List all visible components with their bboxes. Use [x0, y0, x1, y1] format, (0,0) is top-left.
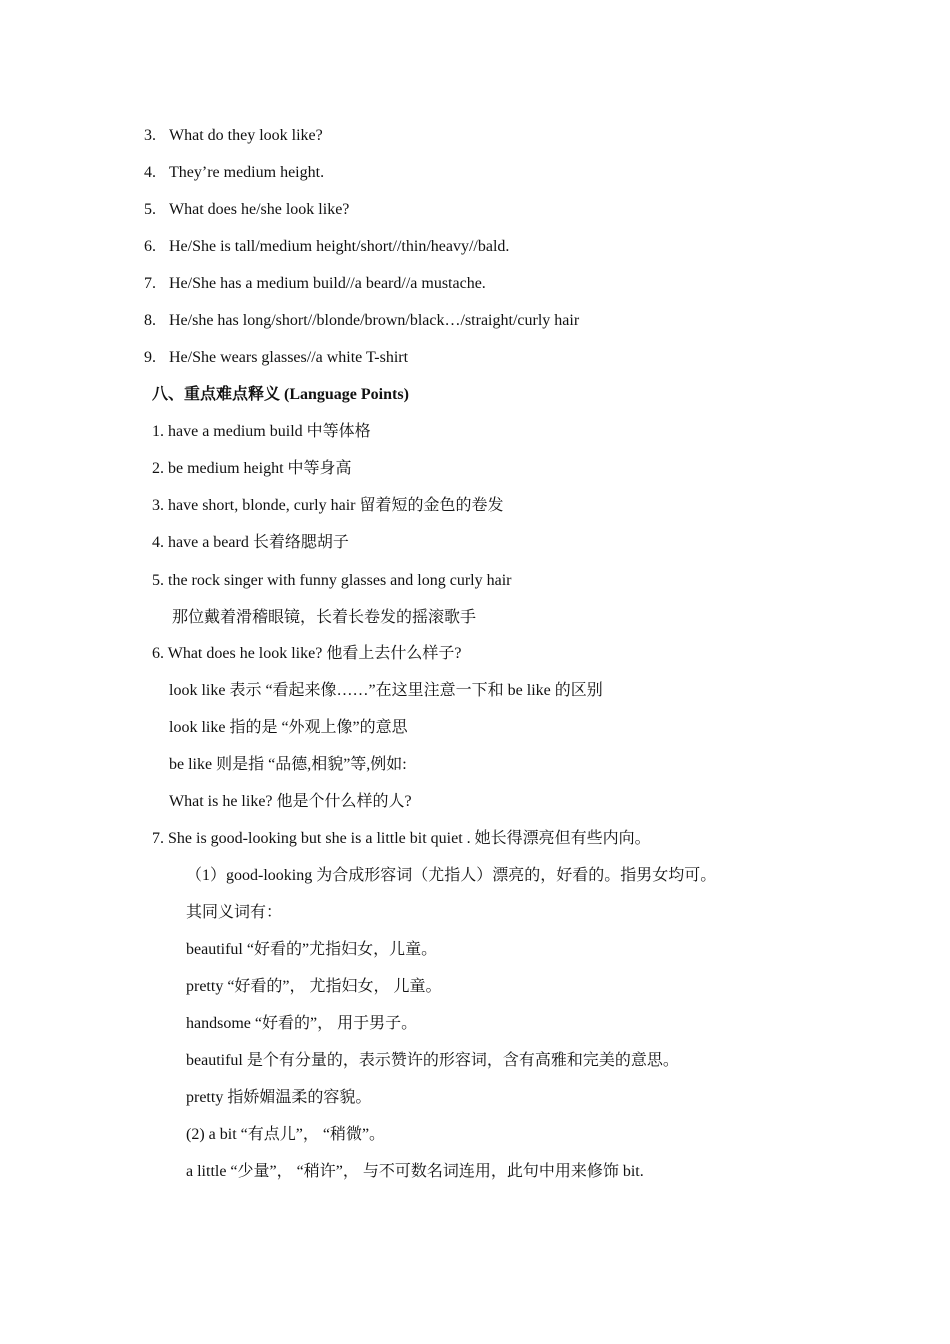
- point-line: 2. be medium height 中等身高: [152, 460, 352, 477]
- point-line: 4. have a beard 长着络腮胡子: [152, 534, 349, 551]
- point-line: pretty 指娇媚温柔的容貌。: [186, 1089, 372, 1106]
- list-text: He/She is tall/medium height/short//thin/heavy//bald.: [169, 238, 510, 255]
- list-text: What do they look like?: [169, 127, 323, 144]
- point-line: (2) a bit “有点儿”， “稍微”。: [186, 1126, 386, 1143]
- list-text: He/she has long/short//blonde/brown/black…/straight/curly hair: [169, 312, 580, 329]
- point-line: What is he like? 他是个什么样的人?: [169, 793, 412, 810]
- point-line: be like 则是指 “品德,相貌”等,例如:: [169, 756, 407, 773]
- point-line: 1. have a medium build 中等体格: [152, 423, 371, 440]
- point-line: look like 表示 “看起来像……”在这里注意一下和 be like 的区别: [169, 682, 603, 699]
- point-line: pretty “好看的”， 尤指妇女， 儿童。: [186, 978, 442, 995]
- point-line: 5. the rock singer with funny glasses and long curly hair: [152, 572, 512, 589]
- list-item: [144, 311, 579, 331]
- list-item: [144, 126, 323, 146]
- list-number: 3.: [144, 127, 156, 144]
- section-heading: 八、重点难点释义 (Language Points): [152, 386, 409, 403]
- list-number: 7.: [144, 275, 156, 292]
- point-line: beautiful 是个有分量的，表示赞许的形容词，含有高雅和完美的意思。: [186, 1052, 679, 1069]
- point-line: beautiful “好看的”尤指妇女，儿童。: [186, 941, 438, 958]
- list-number: 5.: [144, 201, 156, 218]
- point-line: 7. She is good-looking but she is a little bit quiet . 她长得漂亮但有些内向。: [152, 830, 651, 847]
- list-number: 9.: [144, 349, 156, 366]
- list-item: [144, 237, 509, 257]
- point-line: look like 指的是 “外观上像”的意思: [169, 719, 408, 736]
- point-line: （1）good-looking 为合成形容词（尤指人）漂亮的，好看的。指男女均可。: [186, 867, 717, 884]
- list-number: 6.: [144, 238, 156, 255]
- list-item: [144, 348, 408, 368]
- list-text: What does he/she look like?: [169, 201, 350, 218]
- point-line: handsome “好看的”， 用于男子。: [186, 1015, 418, 1032]
- point-line: a little “少量”， “稍许”， 与不可数名词连用，此句中用来修饰 bit.: [186, 1163, 644, 1180]
- list-item: [144, 163, 324, 183]
- point-line: 其同义词有：: [186, 904, 283, 921]
- list-item: [144, 200, 349, 220]
- list-number: 4.: [144, 164, 156, 181]
- point-line: 6. What does he look like? 他看上去什么样子?: [152, 645, 462, 662]
- list-text: He/She wears glasses//a white T-shirt: [169, 349, 409, 366]
- point-line: 3. have short, blonde, curly hair 留着短的金色的卷发: [152, 497, 504, 514]
- list-text: They’re medium height.: [169, 164, 325, 181]
- list-number: 8.: [144, 312, 156, 329]
- list-item: [144, 274, 486, 294]
- list-text: He/She has a medium build//a beard//a mustache.: [169, 275, 486, 292]
- point-line: 那位戴着滑稽眼镜，长着长卷发的摇滚歌手: [172, 609, 477, 626]
